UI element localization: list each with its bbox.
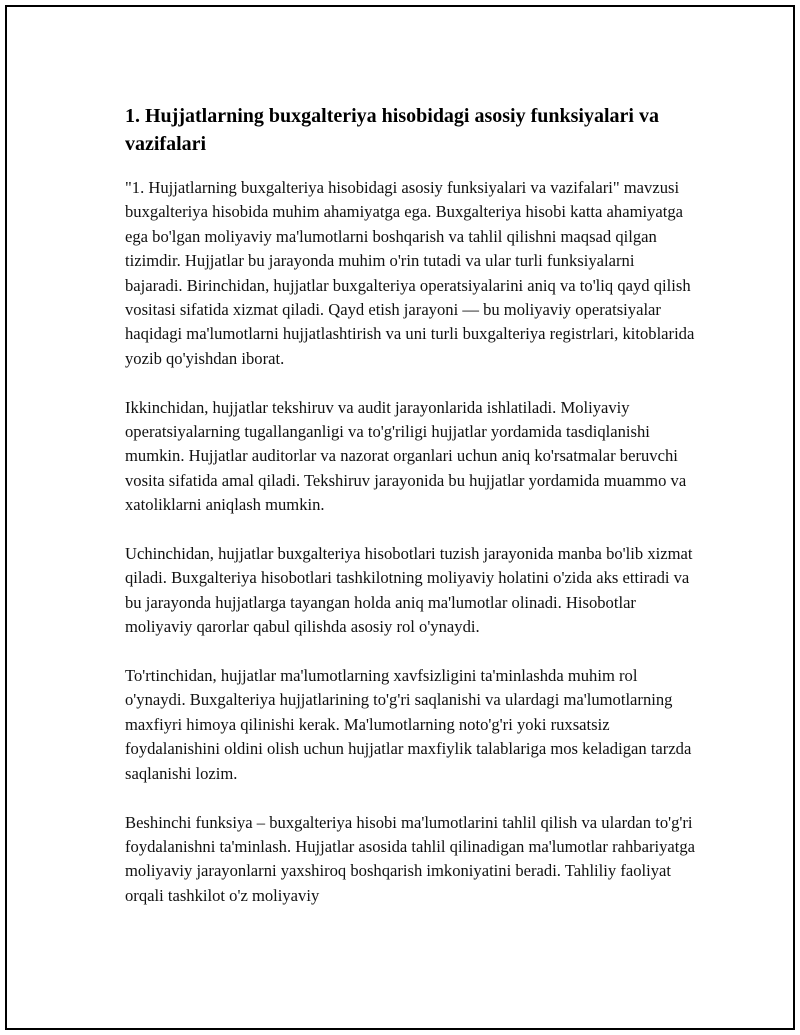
paragraph-1: "1. Hujjatlarning buxgalteriya hisobidagi asosiy funksiyalari va vazifalari" mavzusi buxgalteriya hisobida muhim ahamiyatga ega. Buxgalteriya hisobi katta ahamiyatga ega bo'lgan moliyaviy ma'lumotlarni boshqarish va tahlil qilishni maqsad qilgan tizimdir. Hujjatlar bu jarayonda muhim o'rin tutadi va ular turli funksiyalarni bajaradi. Birinchidan, hujjatlar buxgalteriya operatsiyalarini aniq va to'liq qayd qilish vositasi sifatida xizmat qiladi. Qayd etish jarayoni — bu moliyaviy operatsiyalar haqidagi ma'lumotlarni hujjatlashtirish va uni turli buxgalteriya registrlari, kitoblarida yozib qo'yishdan iborat. bbox=[125, 178, 695, 368]
page-frame bbox=[5, 5, 795, 1030]
document-title: 1. Hujjatlarning buxgalteriya hisobidagi asosiy funksiyalari va vazifalari bbox=[125, 105, 659, 155]
document-body bbox=[125, 102, 695, 933]
paragraph-5: Beshinchi funksiya – buxgalteriya hisobi ma'lumotlarini tahlil qilish va ulardan to'g'ri foydalanishni ta'minlash. Hujjatlar asosida tahlil qilinadigan ma'lumotlar rahbariyatga moliyaviy jarayonlarni yaxshiroq boshqarish imkoniyatini beradi. Tahliliy faoliyat orqali tashkilot o'z moliyaviy bbox=[125, 812, 696, 905]
paragraph-3: Uchinchidan, hujjatlar buxgalteriya hisobotlari tuzish jarayonida manba bo'lib xizmat qiladi. Buxgalteriya hisobotlari tashkilotning moliyaviy holatini o'zida aks ettiradi va bu jarayonda hujjatlarga tayangan holda aniq ma'lumotlar olinadi. Hisobotlar moliyaviy qarorlar qabul qilishda asosiy rol o'ynaydi. bbox=[125, 544, 693, 637]
paragraph-2: Ikkinchidan, hujjatlar tekshiruv va audit jarayonlarida ishlatiladi. Moliyaviy operatsiyalarning tugallanganligi va to'g'riligi hujjatlar yordamida tasdiqlanishi mumkin. Hujjatlar auditorlar va nazorat organlari uchun aniq ko'rsatmalar beruvchi vosita sifatida amal qiladi. Tekshiruv jarayonida bu hujjatlar yordamida muammo va xatoliklarni aniqlash mumkin. bbox=[125, 397, 687, 515]
paragraph-4: To'rtinchidan, hujjatlar ma'lumotlarning xavfsizligini ta'minlashda muhim rol o'ynaydi. Buxgalteriya hujjatlarining to'g'ri saqlanishi va ulardagi ma'lumotlarning maxfiyri himoya qilinishi kerak. Ma'lumotlarning noto'g'ri yoki ruxsatsiz foydalanishini oldini olish uchun hujjatlar maxfiylik talablariga mos keladigan tarzda saqlanishi lozim. bbox=[125, 666, 692, 783]
